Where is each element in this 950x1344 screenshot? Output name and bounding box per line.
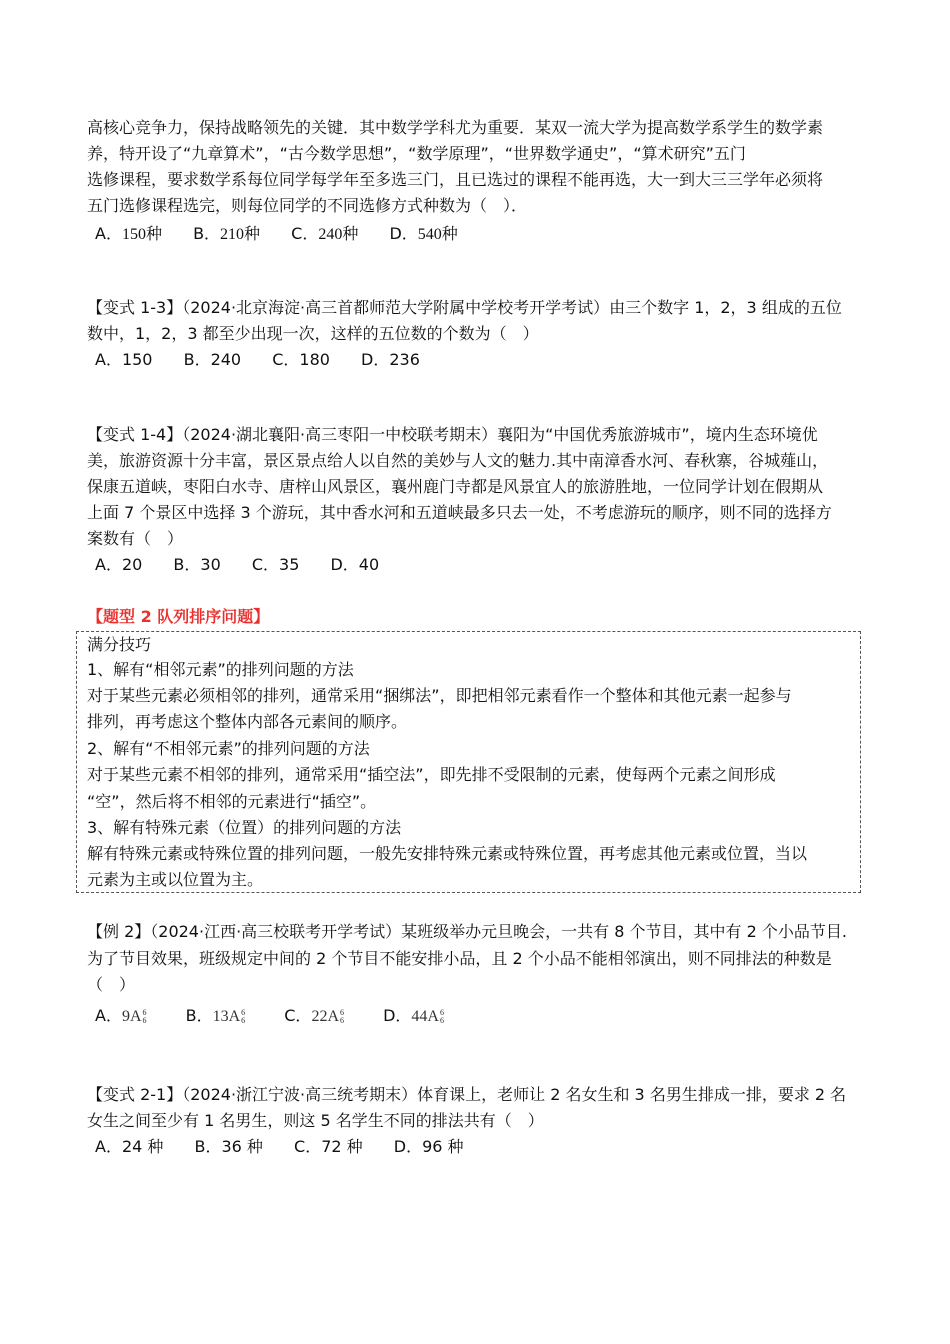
tips-line: 对于某些元素必须相邻的排列，通常采用“捆绑法”，即把相邻元素看作一个整体和其他元素一起参与 [87,686,792,705]
variant14-line-4: 上面 7 个景区中选择 3 个游玩，其中香水河和五道峡最多只去一处，不考虑游玩的顺序，则不同的选择方 [87,503,832,522]
tips-line: 2、解有“不相邻元素”的排列问题的方法 [87,739,370,758]
option-c: C．72 种 [294,1137,363,1156]
option-d: D．96 种 [393,1137,464,1156]
example2-line-1: 【例 2】（2024·江西·高三校联考开学考试）某班级举办元旦晚会，一共有 8 个节目，其中有 2 个小品节目. [87,922,847,941]
option-d: D．44A6 6 [383,1006,444,1026]
option-c: C．240种 [291,224,359,243]
option-d: D．236 [361,350,420,369]
variant14-options [95,552,405,578]
option-b: B．210种 [193,224,261,243]
tips-line: 排列，再考虑这个整体内部各元素间的顺序。 [87,712,408,731]
variant13-line-1: 【变式 1-3】（2024·北京海淀·高三首都师范大学附属中学校考开学考试）由三个数字 1，2，3 组成的五位 [87,298,842,317]
variant21-line-2: 女生之间至少有 1 名男生，则这 5 名学生不同的排法共有（ ） [87,1111,544,1130]
option-a: A．24 种 [95,1137,164,1156]
variant13-options [95,347,446,373]
variant14-line-1: 【变式 1-4】（2024·湖北襄阳·高三枣阳一中校联考期末）襄阳为“中国优秀旅游城市”，境内生态环境优 [87,425,818,444]
variant21-options [95,1134,490,1160]
option-a: A．150种 [95,224,162,243]
intro-line-3: 选修课程，要求数学系每位同学每学年至多选三门，且已选过的课程不能再选，大一到大三三学年必须将 [87,170,824,189]
tips-line: 元素为主或以位置为主。 [87,870,264,889]
option-c: C．180 [272,350,330,369]
tips-line: 对于某些元素不相邻的排列，通常采用“插空法”，即先排不受限制的元素，使每两个元素之间形成 [87,765,776,784]
option-a: A．150 [95,350,153,369]
intro-line-1: 高核心竞争力，保持战略领先的关键．其中数学学科尤为重要．某双一流大学为提高数学系学生的数学素 [87,118,824,137]
variant13-line-2: 数中，1，2，3 都至少出现一次，这样的五位数的个数为（ ） [87,324,539,343]
example2-line-2: 为了节目效果，班级规定中间的 2 个节目不能安排小品，且 2 个小品不能相邻演出，则不同排法的种数是 [87,949,832,968]
option-b: B．240 [183,350,242,369]
option-a: A．9A6 6 [95,1006,147,1026]
variant21-line-1: 【变式 2-1】（2024·浙江宁波·高三统考期末）体育课上，老师让 2 名女生和 3 名男生排成一排，要求 2 名 [87,1085,847,1104]
option-c: C．35 [251,555,300,574]
variant14-line-3: 保康五道峡，枣阳白水寺、唐梓山风景区，襄州鹿门寺都是风景宜人的旅游胜地，一位同学计划在假期从 [87,477,824,496]
intro-line-2: 养，特开设了“九章算术”，“古今数学思想”，“数学原理”，“世界数学通史”，“算术研究”五门 [87,144,746,163]
tips-title: 满分技巧 [87,635,152,654]
tips-line: 解有特殊元素或特殊位置的排列问题，一般先安排特殊元素或特殊位置，再考虑其他元素或位置，当以 [87,844,808,863]
intro-line-4: 五门选修课程选完，则每位同学的不同选修方式种数为（ ）． [87,196,528,215]
option-b: B．30 [173,555,221,574]
variant14-line-5: 案数有（ ） [87,529,184,548]
option-b: B．36 种 [194,1137,263,1156]
section-heading: 【题型 2 队列排序问题】 [87,607,270,626]
option-a: A．20 [95,555,143,574]
variant14-line-2: 美，旅游资源十分丰富，景区景点给人以自然的美妙与人文的魅力.其中南漳香水河、春秋寨，谷城薤山， [87,451,829,470]
option-c: C．22A6 6 [284,1006,344,1026]
tips-line: “空”，然后将不相邻的元素进行“插空”。 [87,792,377,811]
intro-options [95,221,484,248]
option-d: D．40 [330,555,380,574]
tips-line: 1、解有“相邻元素”的排列问题的方法 [87,660,354,679]
option-d: D．540种 [389,224,458,243]
example2-options [95,1003,470,1030]
example2-line-3: （ ） [87,975,136,994]
tips-line: 3、解有特殊元素（位置）的排列问题的方法 [87,818,402,837]
option-b: B．13A6 6 [185,1006,246,1026]
